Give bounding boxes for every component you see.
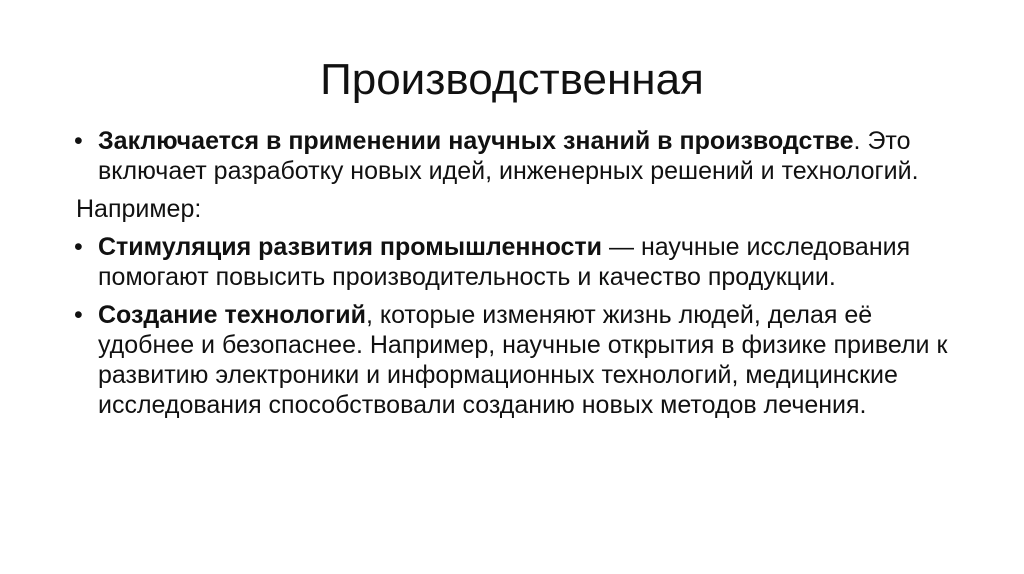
bullet-item-industry bbox=[70, 232, 960, 292]
bullet-text: , которые изменяют жизнь людей, делая её удобнее и безопаснее. Например, научные открытия в физике привели к развитию электроники и информационных технологий, медицинские исследования способствовали созданию новых методов лечения. bbox=[98, 301, 948, 419]
bullet-bold-text: Стимуляция развития промышленности bbox=[98, 233, 603, 261]
bullet-bold-text: Создание технологий bbox=[98, 301, 366, 329]
bullet-bold-text: Заключается в применении научных знаний в производстве bbox=[98, 127, 854, 155]
bullet-text: . Это включает разработку новых идей, инженерных решений и технологий. bbox=[98, 127, 919, 185]
bullet-item-production bbox=[70, 126, 960, 186]
bullet-text: — научные исследования помогают повысить производительность и качество продукции. bbox=[98, 233, 911, 291]
bullet-item-technologies bbox=[70, 300, 960, 420]
bullet-icon: • bbox=[74, 127, 83, 155]
bullet-icon: • bbox=[74, 233, 83, 261]
slide-content bbox=[70, 126, 960, 428]
slide-title: Производственная bbox=[320, 55, 704, 104]
bullet-icon: • bbox=[74, 301, 83, 329]
example-label: Например: bbox=[76, 195, 202, 223]
